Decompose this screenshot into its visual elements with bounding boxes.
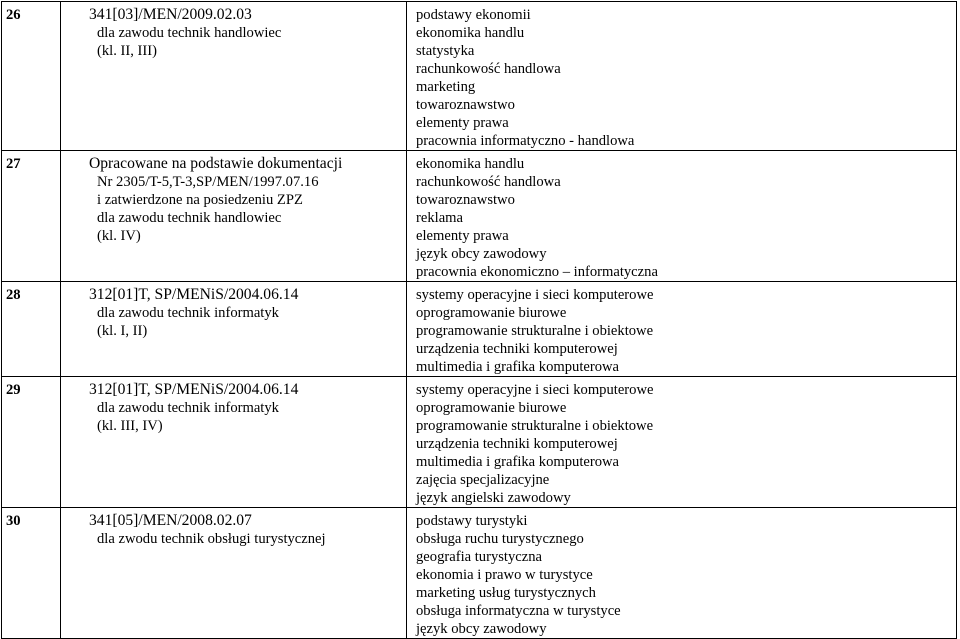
subject-item: podstawy ekonomii bbox=[416, 7, 531, 23]
subjects-cell bbox=[407, 377, 957, 508]
subject-item: systemy operacyjne i sieci komputerowe bbox=[416, 382, 654, 398]
curriculum-table bbox=[1, 1, 957, 639]
subject-item: geografia turystyczna bbox=[416, 549, 543, 565]
subjects-cell bbox=[407, 282, 957, 377]
subject-item: towaroznawstwo bbox=[416, 97, 515, 113]
row-number: 28 bbox=[2, 282, 61, 377]
subject-item: oprogramowanie biurowe bbox=[416, 400, 567, 416]
row-number: 27 bbox=[2, 151, 61, 282]
table-row bbox=[2, 2, 957, 151]
subject-item: elementy prawa bbox=[416, 115, 509, 131]
subject-item: urządzenia techniki komputerowej bbox=[416, 341, 618, 357]
subject-item: marketing usług turystycznych bbox=[416, 585, 596, 601]
subject-item: oprogramowanie biurowe bbox=[416, 305, 567, 321]
subject-item: pracownia ekonomiczno – informatyczna bbox=[416, 264, 658, 280]
subject-item: obsługa ruchu turystycznego bbox=[416, 531, 584, 547]
subject-item: ekonomika handlu bbox=[416, 156, 525, 172]
program-line: dla zwodu technik obsługi turystycznej bbox=[97, 531, 326, 547]
subject-item: systemy operacyjne i sieci komputerowe bbox=[416, 287, 654, 303]
program-cell bbox=[61, 377, 407, 508]
subject-item: multimedia i grafika komputerowa bbox=[416, 454, 620, 470]
program-line: 312[01]T, SP/MENiS/2004.06.14 bbox=[89, 381, 299, 398]
program-line: Nr 2305/T-5,T-3,SP/MEN/1997.07.16 bbox=[97, 174, 319, 190]
program-line: dla zawodu technik handlowiec bbox=[97, 210, 282, 226]
subject-item: podstawy turystyki bbox=[416, 513, 528, 529]
subject-item: pracownia informatyczno - handlowa bbox=[416, 133, 635, 149]
subject-item: reklama bbox=[416, 210, 463, 226]
subject-item: elementy prawa bbox=[416, 228, 509, 244]
subjects-cell bbox=[407, 2, 957, 151]
row-number: 30 bbox=[2, 508, 61, 639]
program-cell bbox=[61, 508, 407, 639]
program-line: Opracowane na podstawie dokumentacji bbox=[89, 155, 343, 172]
subject-item: rachunkowość handlowa bbox=[416, 61, 561, 77]
table-row bbox=[2, 377, 957, 508]
subjects-cell bbox=[407, 508, 957, 639]
subject-item: towaroznawstwo bbox=[416, 192, 515, 208]
program-cell bbox=[61, 2, 407, 151]
subject-item: programowanie strukturalne i obiektowe bbox=[416, 418, 654, 434]
program-line: 341[03]/MEN/2009.02.03 bbox=[89, 6, 252, 23]
table-row bbox=[2, 282, 957, 377]
program-line: dla zawodu technik informatyk bbox=[97, 400, 279, 416]
program-line: 312[01]T, SP/MENiS/2004.06.14 bbox=[89, 286, 299, 303]
row-number: 29 bbox=[2, 377, 61, 508]
program-line: (kl. II, III) bbox=[97, 43, 157, 59]
program-cell bbox=[61, 282, 407, 377]
row-number: 26 bbox=[2, 2, 61, 151]
program-line: (kl. I, II) bbox=[97, 323, 148, 339]
subject-item: rachunkowość handlowa bbox=[416, 174, 561, 190]
subject-item: język angielski zawodowy bbox=[416, 490, 571, 506]
subject-item: statystyka bbox=[416, 43, 475, 59]
subject-item: język obcy zawodowy bbox=[416, 246, 547, 262]
program-line: i zatwierdzone na posiedzeniu ZPZ bbox=[97, 192, 303, 208]
subject-item: urządzenia techniki komputerowej bbox=[416, 436, 618, 452]
subject-item: programowanie strukturalne i obiektowe bbox=[416, 323, 654, 339]
program-cell bbox=[61, 151, 407, 282]
subject-item: marketing bbox=[416, 79, 476, 95]
subject-item: multimedia i grafika komputerowa bbox=[416, 359, 620, 375]
subject-item: ekonomia i prawo w turystyce bbox=[416, 567, 593, 583]
table-row bbox=[2, 508, 957, 639]
subject-item: ekonomika handlu bbox=[416, 25, 525, 41]
subject-item: obsługa informatyczna w turystyce bbox=[416, 603, 621, 619]
program-line: (kl. III, IV) bbox=[97, 418, 163, 434]
program-line: dla zawodu technik informatyk bbox=[97, 305, 279, 321]
subject-item: język obcy zawodowy bbox=[416, 621, 547, 637]
program-line: (kl. IV) bbox=[97, 228, 141, 244]
program-line: 341[05]/MEN/2008.02.07 bbox=[89, 512, 252, 529]
subjects-cell bbox=[407, 151, 957, 282]
table-row bbox=[2, 151, 957, 282]
program-line: dla zawodu technik handlowiec bbox=[97, 25, 282, 41]
subject-item: zajęcia specjalizacyjne bbox=[416, 472, 550, 488]
